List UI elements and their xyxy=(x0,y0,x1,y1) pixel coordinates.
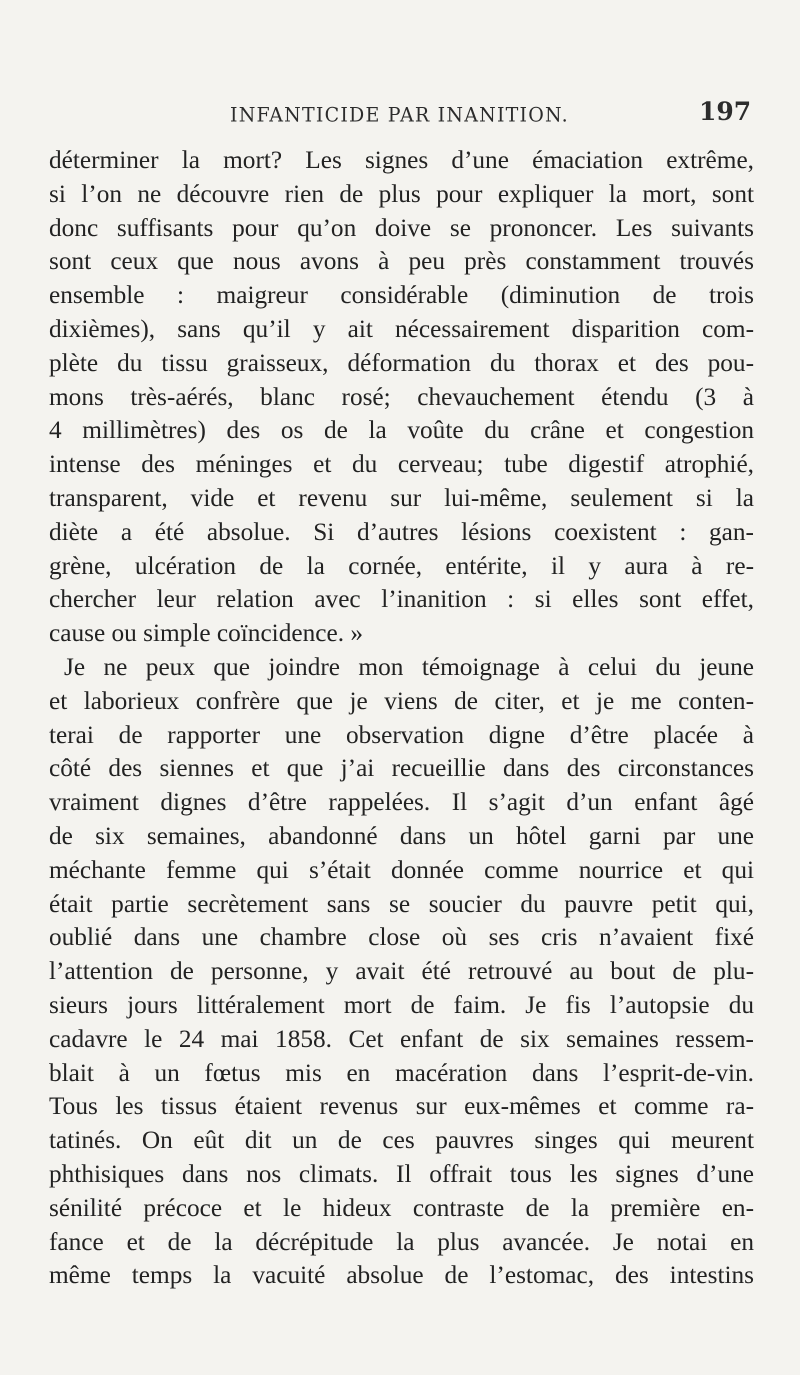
text-line: sieurs jours littéralement mort de faim. Je fis l’autopsie du xyxy=(49,990,754,1019)
text-line: tatinés. On eût dit un de ces pauvres singes qui meurent xyxy=(49,1126,754,1155)
text-line: terai de rapporter une observation digne d’être placée à xyxy=(49,720,754,749)
running-title: INFANTICIDE PAR INANITION. xyxy=(230,104,569,127)
text-line: était partie secrètement sans se soucier du pauvre petit qui, xyxy=(49,889,754,918)
text-line: donc suffisants pour qu’on doive se prononcer. Les suivants xyxy=(49,213,754,242)
text-line: dixièmes), sans qu’il y ait nécessairement disparition com- xyxy=(49,314,754,343)
text-line: transparent, vide et revenu sur lui-même, seulement si la xyxy=(49,483,754,512)
text-line: méchante femme qui s’était donnée comme nourrice et qui xyxy=(49,855,754,884)
text-line: cadavre le 24 mai 1858. Cet enfant de six semaines ressem- xyxy=(49,1024,754,1053)
text-line: si l’on ne découvre rien de plus pour expliquer la mort, sont xyxy=(49,179,754,208)
text-line: et laborieux confrère que je viens de citer, et je me conten- xyxy=(49,686,754,715)
text-line: même temps la vacuité absolue de l’estomac, des intestins xyxy=(49,1261,754,1290)
text-line: déterminer la mort? Les signes d’une émaciation extrême, xyxy=(49,146,754,174)
text-line: de six semaines, abandonné dans un hôtel garni par une xyxy=(49,821,754,850)
text-line: chercher leur relation avec l’inanition : si elles sont effet, xyxy=(49,585,754,614)
page-header xyxy=(0,76,800,127)
text-line: côté des siennes et que j’ai recueillie dans des circonstances xyxy=(49,754,754,783)
text-line: intense des méninges et du cerveau; tube digestif atrophié, xyxy=(49,450,754,479)
text-line: Je ne peux que joindre mon témoignage à celui du jeune xyxy=(64,652,754,681)
text-line: mons très-aérés, blanc rosé; chevauchement étendu (3 à xyxy=(49,382,754,411)
text-line: plète du tissu graisseux, déformation du thorax et des pou- xyxy=(49,348,754,377)
text-line: l’attention de personne, y avait été retrouvé au bout de plu- xyxy=(49,957,754,986)
text-line: 4 millimètres) des os de la voûte du crâne et congestion xyxy=(49,416,754,445)
text-line: diète a été absolue. Si d’autres lésions coexistent : gan- xyxy=(49,517,754,546)
text-line: Tous les tissus étaient revenus sur eux-mêmes et comme ra- xyxy=(49,1092,754,1121)
page-number: 197 xyxy=(699,97,752,126)
text-line: sont ceux que nous avons à peu près constamment trouvés xyxy=(49,247,754,276)
body-text xyxy=(49,144,754,1293)
text-line: blait à un fœtus mis en macération dans l’esprit-de-vin. xyxy=(49,1058,754,1087)
text-line: vraiment dignes d’être rappelées. Il s’agit d’un enfant âgé xyxy=(49,788,754,817)
text-line: cause ou simple coïncidence. » xyxy=(49,619,363,648)
text-line: sénilité précoce et le hideux contraste de la première en- xyxy=(49,1193,754,1222)
text-line: fance et de la décrépitude la plus avancée. Je notai en xyxy=(49,1227,754,1256)
text-line: ensemble : maigreur considérable (diminution de trois xyxy=(49,281,754,310)
text-line: phthisiques dans nos climats. Il offrait tous les signes d’une xyxy=(49,1159,754,1188)
text-line: grène, ulcération de la cornée, entérite, il y aura à re- xyxy=(49,551,754,580)
text-line: oublié dans une chambre close où ses cris n’avaient fixé xyxy=(49,923,754,952)
